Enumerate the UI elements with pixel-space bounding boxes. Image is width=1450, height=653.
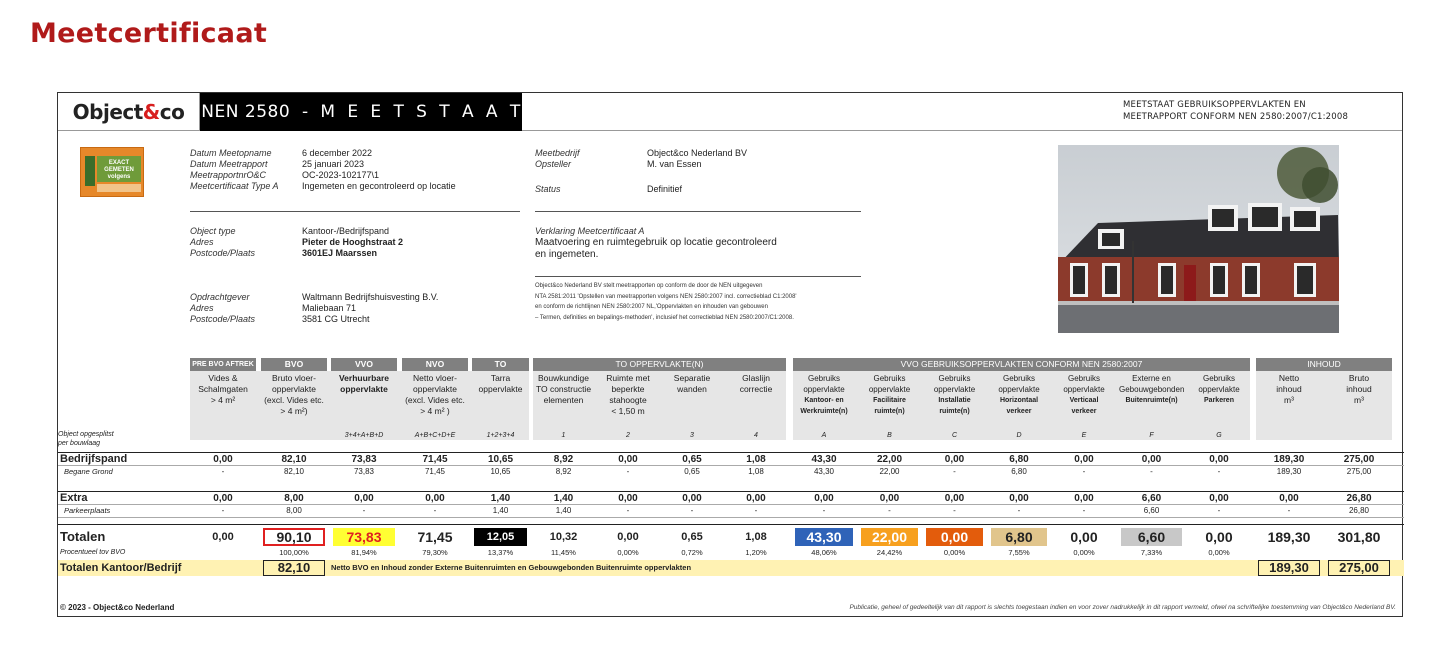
- column-header-line: Netto vloer-: [413, 373, 457, 383]
- column-header-line: verkeer: [1071, 408, 1097, 415]
- info-label: Postcode/Plaats: [190, 248, 256, 258]
- percent-value: 0,00%: [1073, 548, 1095, 557]
- table-cell: 0,00: [1141, 454, 1162, 465]
- row-divider: [58, 517, 1404, 518]
- column-header-line: beperkte: [611, 384, 645, 394]
- info-row: [190, 148, 456, 159]
- column-header-line: Externe en: [1132, 374, 1171, 383]
- column-formula: 4: [754, 432, 758, 439]
- percent-value: 7,33%: [1140, 548, 1163, 557]
- column-formula: 2: [626, 432, 630, 439]
- column-header-line: m³: [1354, 395, 1364, 405]
- column-header-line: ruimte(n): [939, 408, 970, 415]
- table-cell: 6,60: [1141, 493, 1162, 504]
- column-header-line: oppervlakte: [933, 385, 976, 394]
- meetbedrijf-block: [535, 148, 747, 195]
- floor-label: Parkeerplaats: [64, 506, 111, 515]
- kantoor-bvo: 82,10: [263, 560, 325, 576]
- info-value: Definitief: [647, 184, 683, 194]
- table-cell: 0,65: [682, 454, 702, 465]
- group-header: PRE BVO AFTREK: [190, 358, 256, 371]
- column-header-line: Gebruiks: [1067, 374, 1100, 383]
- table-cell: 0,00: [944, 454, 965, 465]
- info-row: [535, 148, 747, 159]
- verklaring-block: Verklaring Meetcertificaat A Maatvoering en ruimtegebruik op locatie gecontroleerd en ingemeten.: [535, 226, 777, 260]
- publication-disclaimer: Publicatie, geheel of gedeeltelijk van dit rapport is slechts toegestaan indien en voor zover nadrukkelijk in dit rapport vermeld, ofwel na schriftelijke toestemming van Object&co Nederland BV.: [849, 604, 1396, 611]
- total-value: 6,80: [991, 528, 1047, 546]
- table-cell: -: [754, 506, 758, 515]
- meetgegevens-block: [190, 148, 456, 192]
- column-header-line: Ruimte met: [606, 373, 650, 383]
- column-header: [662, 373, 722, 431]
- table-cell: 0,00: [354, 493, 374, 504]
- column-header-line: ruimte(n): [874, 408, 905, 415]
- kantoor-netto-inhoud: 189,30: [1258, 560, 1320, 576]
- table-cell: -: [626, 467, 630, 476]
- total-value: 0,65: [681, 531, 703, 543]
- column-header-line: oppervlakte: [998, 385, 1040, 394]
- table-cell: 0,00: [213, 493, 233, 504]
- column-header-line: Gebouwgebonden: [1119, 385, 1184, 394]
- info-row: [535, 159, 747, 170]
- column-header-line: oppervlakte: [803, 385, 845, 394]
- info-row: [190, 303, 438, 314]
- percent-value: 48,06%: [811, 548, 837, 557]
- info-value: M. van Essen: [647, 159, 702, 169]
- copyright: © 2023 - Object&co Nederland: [60, 603, 175, 612]
- building-photo: [1058, 145, 1339, 333]
- table-cell: 1,08: [748, 467, 764, 476]
- column-header-line: wanden: [677, 384, 707, 394]
- table-cell: 275,00: [1343, 454, 1375, 465]
- info-value: 25 januari 2023: [302, 159, 365, 169]
- table-cell: 0,00: [944, 493, 965, 504]
- column-header-line: Buitenruimte(n): [1125, 397, 1178, 404]
- info-row: [190, 248, 403, 259]
- divider: [190, 211, 520, 212]
- totals-label: Totalen: [60, 529, 106, 544]
- object-split-label: per bouwlaag: [58, 440, 101, 447]
- column-formula: 1+2+3+4: [486, 432, 515, 439]
- percent-value: 24,42%: [876, 548, 903, 557]
- percent-value: 0,72%: [681, 548, 703, 557]
- info-label: Adres: [190, 303, 214, 313]
- column-header-line: Verticaal: [1069, 397, 1099, 404]
- total-value: 71,45: [417, 529, 453, 545]
- table-cell: 82,10: [281, 454, 307, 465]
- column-header: [989, 373, 1049, 431]
- table-cell: 8,00: [284, 493, 304, 504]
- table-cell: 0,00: [814, 493, 834, 504]
- table-cell: 1,40: [492, 506, 509, 515]
- table-cell: 26,80: [1346, 493, 1372, 504]
- info-row: [190, 314, 438, 325]
- info-label: Meetbedrijf: [535, 148, 580, 158]
- column-header-line: Gebruiks: [938, 374, 971, 383]
- column-header: [472, 373, 529, 431]
- group-header: VVO GEBRUIKSOPPERVLAKTEN CONFORM NEN 2580:2007: [793, 358, 1250, 371]
- column-header: [726, 373, 786, 431]
- column-header-line: m³: [1284, 395, 1294, 405]
- info-label: Datum Meetopname: [190, 148, 272, 158]
- totals-divider: [58, 524, 1404, 525]
- table-cell: 0,00: [213, 454, 233, 465]
- table-cell: 22,00: [879, 467, 900, 476]
- total-value: 0,00: [212, 531, 234, 543]
- column-header-line: inhoud: [1346, 384, 1372, 394]
- table-cell: 0,00: [879, 493, 900, 504]
- table-cell: 82,10: [283, 467, 305, 476]
- column-header-line: correctie: [739, 384, 773, 394]
- group-header: INHOUD: [1256, 358, 1392, 371]
- column-header: [859, 373, 920, 431]
- column-header-line: Gebruiks: [807, 374, 840, 383]
- info-value: Object&co Nederland BV: [647, 148, 748, 158]
- table-cell: 1,40: [553, 493, 574, 504]
- column-header: [924, 373, 985, 431]
- section-label: Bedrijfspand: [60, 453, 128, 465]
- table-cell: -: [953, 467, 956, 476]
- info-row: [190, 237, 403, 248]
- column-header-line: Vides &: [208, 373, 238, 383]
- meetstaat-sheet: [57, 92, 1403, 617]
- table-cell: 0,00: [618, 454, 638, 465]
- column-formula: C: [951, 432, 958, 439]
- table-cell: 26,80: [1348, 506, 1370, 515]
- total-value: 189,30: [1267, 529, 1311, 545]
- info-value: OC-2023-102177\1: [302, 170, 380, 180]
- page-title: Meetcertificaat: [30, 18, 268, 49]
- table-cell: -: [362, 506, 366, 515]
- table-cell: 8,92: [555, 467, 572, 476]
- column-header-line: Installatie: [938, 397, 971, 404]
- table-cell: 1,08: [746, 454, 766, 465]
- table-cell: -: [888, 506, 891, 515]
- group-header: TO: [472, 358, 529, 371]
- column-header-line: Kantoor- en: [804, 397, 844, 404]
- info-label: Object type: [190, 226, 236, 236]
- column-header: [1053, 373, 1115, 431]
- kantoor-totals-band: [58, 560, 1404, 576]
- percent-value: 79,30%: [422, 548, 448, 557]
- column-header: [1256, 373, 1322, 431]
- table-cell: -: [1082, 506, 1086, 515]
- table-cell: -: [221, 467, 225, 476]
- object-block: [190, 226, 403, 259]
- column-header-line: > 4 m²): [280, 406, 308, 416]
- column-header-line: oppervlakte: [1198, 385, 1240, 394]
- column-header-line: < 1,50 m: [611, 406, 645, 416]
- group-header: TO OPPERVLAKTE(N): [533, 358, 786, 371]
- divider: [535, 211, 861, 212]
- table-cell: 0,00: [1209, 493, 1229, 504]
- table-cell: 0,65: [684, 467, 700, 476]
- column-header-line: > 4 m²: [210, 395, 236, 405]
- table-cell: 189,30: [1273, 454, 1305, 465]
- header-divider: [522, 130, 1402, 131]
- group-header: BVO: [261, 358, 327, 371]
- info-value: 3601EJ Maarssen: [302, 248, 378, 258]
- column-header-line: oppervlakte: [1063, 385, 1105, 394]
- column-header: [402, 373, 468, 431]
- info-row: [190, 159, 456, 170]
- table-cell: 0,00: [425, 493, 445, 504]
- column-header-line: Glaslijn: [742, 373, 770, 383]
- table-cell: 73,83: [351, 454, 377, 465]
- column-formula: E: [1081, 432, 1087, 439]
- column-header-line: oppervlakte: [413, 384, 457, 394]
- table-cell: -: [221, 506, 225, 515]
- info-value: Pieter de Hooghstraat 2: [302, 237, 404, 247]
- total-value: 0,00: [617, 531, 639, 543]
- column-header-line: Werkruimte(n): [800, 408, 848, 415]
- table-cell: -: [690, 506, 694, 515]
- info-value: Ingemeten en gecontroleerd op locatie: [302, 181, 456, 191]
- percent-value: 0,00%: [617, 548, 639, 557]
- percent-value: 0,00%: [943, 548, 966, 557]
- percent-value: 0,00%: [1208, 548, 1230, 557]
- table-cell: 275,00: [1346, 467, 1372, 476]
- table-cell: 0,00: [1209, 454, 1229, 465]
- column-header-line: Netto: [1278, 373, 1300, 383]
- total-value: 10,32: [549, 531, 578, 543]
- percent-value: 1,20%: [745, 548, 767, 557]
- column-formula: G: [1216, 432, 1222, 439]
- column-header-line: verkeer: [1006, 408, 1032, 415]
- total-value: 73,83: [333, 528, 395, 546]
- table-cell: 8,92: [553, 454, 574, 465]
- table-cell: -: [953, 506, 956, 515]
- kantoor-totals-label: Totalen Kantoor/Bedrijf: [60, 562, 182, 574]
- column-header-line: oppervlakte: [868, 385, 911, 394]
- column-header-line: elementen: [543, 395, 584, 405]
- column-header-line: Schalmgaten: [198, 384, 248, 394]
- column-header-line: Gebruiks: [873, 374, 906, 383]
- total-value: 90,10: [263, 528, 325, 546]
- section-label: Extra: [60, 492, 88, 504]
- column-formula: 3+4+A+B+D: [344, 432, 384, 439]
- column-header-line: > 4 m² ): [420, 406, 450, 416]
- info-label: Opsteller: [535, 159, 572, 169]
- total-value: 0,00: [1070, 529, 1098, 545]
- group-header: VVO: [331, 358, 397, 371]
- info-label: Meetcertificaat Type A: [190, 181, 279, 191]
- column-formula: B: [887, 432, 892, 439]
- percent-value: 7,55%: [1008, 548, 1030, 557]
- column-header-line: (excl. Vides etc.: [264, 395, 324, 405]
- total-value: 12,05: [474, 528, 527, 546]
- total-value: 0,00: [1205, 529, 1233, 545]
- column-formula: 3: [690, 432, 694, 439]
- table-cell: -: [1017, 506, 1021, 515]
- column-header-line: (excl. Vides etc.: [405, 395, 465, 405]
- percent-label: Procentueel tov BVO: [60, 549, 126, 556]
- table-cell: 71,45: [424, 467, 446, 476]
- column-header-line: oppervlakte: [272, 384, 316, 394]
- column-formula: A+B+C+D+E: [414, 432, 456, 439]
- total-value: 301,80: [1337, 529, 1381, 545]
- column-header-line: Tarra: [490, 373, 511, 383]
- table-cell: 0,00: [746, 493, 766, 504]
- sheet-title: NEN 2580 - M E E T S T A A T: [200, 93, 522, 131]
- table-cell: 10,65: [490, 467, 511, 476]
- column-formula: D: [1016, 432, 1022, 439]
- info-row: [535, 184, 747, 195]
- info-label: Opdrachtgever: [190, 292, 250, 302]
- table-cell: -: [1217, 506, 1221, 515]
- info-row: [190, 292, 438, 303]
- badge-mark-icon: [85, 156, 95, 186]
- divider: [535, 276, 861, 277]
- column-header: [1326, 373, 1392, 431]
- column-header-line: Bruto: [1348, 373, 1370, 383]
- table-cell: 0,00: [1074, 454, 1094, 465]
- column-header: [793, 373, 855, 431]
- info-label: MeetrapportnrO&C: [190, 170, 267, 180]
- column-header: [533, 373, 594, 431]
- percent-value: 13,37%: [487, 548, 514, 557]
- column-header-line: Bouwkundige: [537, 373, 590, 383]
- column-header-line: Verhuurbare: [338, 373, 390, 383]
- info-value: Kantoor-/Bedrijfspand: [302, 226, 390, 236]
- column-header-line: oppervlakte: [478, 384, 523, 394]
- column-header-line: Bruto vloer-: [272, 373, 316, 383]
- group-header: NVO: [402, 358, 468, 371]
- column-formula: F: [1149, 432, 1154, 439]
- column-header-line: TO constructie: [535, 384, 592, 394]
- info-value: Waltmann Bedrijfshuisvesting B.V.: [302, 292, 439, 302]
- column-formula: 1: [561, 432, 566, 439]
- table-cell: 22,00: [876, 454, 903, 465]
- info-value: Maliebaan 71: [302, 303, 357, 313]
- exact-gemeten-badge: EXACT GEMETEN volgens: [80, 147, 144, 197]
- column-header-line: Parkeren: [1204, 397, 1234, 404]
- table-cell: 43,30: [813, 467, 835, 476]
- table-cell: 0,00: [618, 493, 638, 504]
- table-cell: -: [1082, 467, 1086, 476]
- info-value: 6 december 2022: [302, 148, 373, 158]
- object-split-label: Object opgesplitst: [58, 431, 114, 438]
- column-header-line: Separatie: [673, 373, 711, 383]
- column-header-line: Gebruiks: [1202, 374, 1235, 383]
- company-logo: Object & co: [58, 93, 200, 131]
- total-value: 43,30: [795, 528, 853, 546]
- info-label: Datum Meetrapport: [190, 159, 268, 169]
- info-row: [190, 170, 456, 181]
- table-cell: -: [1287, 506, 1291, 515]
- header-subtitle: MEETSTAAT GEBRUIKSOPPERVLAKTEN EN MEETRAPPORT CONFORM NEN 2580:2007/C1:2008: [1123, 100, 1349, 122]
- kantoor-note: Netto BVO en Inhoud zonder Externe Buitenruimten en Gebouwgebonden Buitenruimte oppervlakten: [331, 563, 692, 572]
- total-value: 1,08: [745, 531, 767, 543]
- percent-value: 100,00%: [279, 548, 309, 557]
- percent-value: 11,45%: [551, 548, 576, 557]
- table-cell: 0,00: [1279, 493, 1299, 504]
- table-cell: 71,45: [422, 454, 448, 465]
- info-label: Adres: [190, 237, 214, 247]
- table-cell: 10,65: [487, 454, 514, 465]
- info-value: 3581 CG Utrecht: [302, 314, 370, 324]
- column-header: [261, 373, 327, 431]
- table-cell: 6,80: [1011, 467, 1027, 476]
- info-label: Postcode/Plaats: [190, 314, 256, 324]
- table-cell: 1,40: [555, 506, 572, 515]
- info-row: [190, 181, 456, 192]
- table-cell: -: [1150, 467, 1153, 476]
- table-cell: -: [433, 506, 437, 515]
- column-formula: A: [821, 432, 827, 439]
- column-header: [1188, 373, 1250, 431]
- column-header-line: Gebruiks: [1002, 374, 1035, 383]
- table-cell: -: [626, 506, 630, 515]
- column-header-line: Facilitaire: [873, 397, 906, 404]
- table-cell: 0,00: [682, 493, 702, 504]
- column-header: [331, 373, 397, 431]
- column-header: [598, 373, 658, 431]
- info-label: Status: [535, 184, 561, 194]
- column-header-line: oppervlakte: [340, 384, 388, 394]
- floor-label: Begane Grond: [64, 467, 113, 476]
- total-value: 22,00: [861, 528, 918, 546]
- table-cell: 73,83: [353, 467, 375, 476]
- table-cell: -: [822, 506, 826, 515]
- table-cell: 43,30: [811, 454, 837, 465]
- table-cell: 1,40: [490, 493, 511, 504]
- table-cell: 0,00: [1009, 493, 1029, 504]
- table-cell: 6,80: [1009, 454, 1029, 465]
- kantoor-bruto-inhoud: 275,00: [1328, 560, 1390, 576]
- info-row: [190, 226, 403, 237]
- table-cell: 0,00: [1074, 493, 1094, 504]
- percent-value: 81,94%: [351, 548, 377, 557]
- table-cell: 6,60: [1143, 506, 1160, 515]
- column-header-line: Horizontaal: [999, 397, 1039, 404]
- nen-disclaimer-note: Object&co Nederland BV stelt meetrapporten op conform de door de NEN uitgegeven NTA 2581:2011 'Opstellen van meetrapporten volgens NEN 2580:2007 incl. correctieblad C1:2008' en conform de richtlijnen NEN 2580:2007 NL,'Oppervlakten en inhouden van gebouwen – Termen, definities en bepalings-methoden', inclusief het correctieblad NEN 2580:2007/C1:2008.: [535, 283, 797, 321]
- total-value: 6,60: [1121, 528, 1182, 546]
- table-cell: -: [1217, 467, 1221, 476]
- opdrachtgever-block: [190, 292, 438, 325]
- total-value: 0,00: [926, 528, 983, 546]
- column-header: [190, 373, 256, 431]
- table-cell: 189,30: [1276, 467, 1302, 476]
- column-header: [1119, 373, 1184, 431]
- column-header-line: stahoogte: [609, 395, 647, 405]
- column-header-line: inhoud: [1276, 384, 1302, 394]
- table-cell: 8,00: [286, 506, 302, 515]
